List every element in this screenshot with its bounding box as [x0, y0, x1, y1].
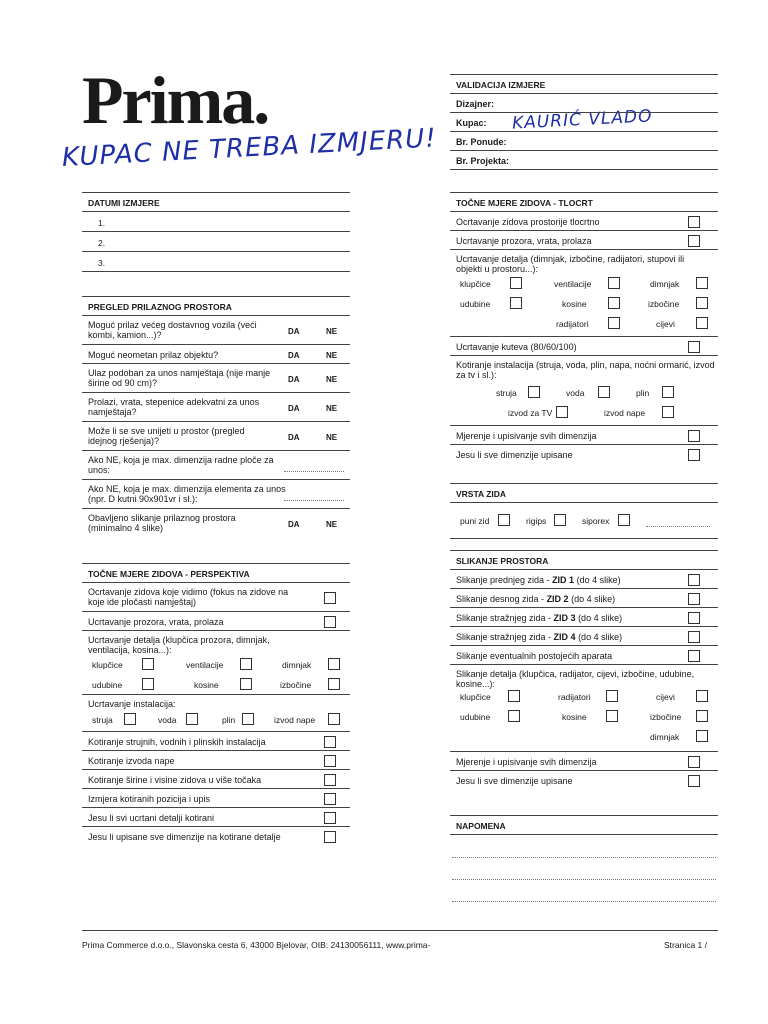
option-label: udubine	[92, 680, 123, 690]
checkbox[interactable]	[324, 774, 336, 786]
check-label	[456, 575, 621, 585]
option-label: plin	[222, 715, 236, 725]
option-label: rigips	[526, 516, 547, 526]
check-label: Ucrtavanje instalacija:	[88, 699, 176, 709]
checkbox[interactable]	[186, 713, 198, 725]
datumi-section	[82, 192, 350, 272]
field-dizajner[interactable]	[450, 94, 718, 113]
checkbox[interactable]	[606, 710, 618, 722]
section-title: VRSTA ZIDA	[450, 483, 718, 503]
checkbox[interactable]	[688, 775, 700, 787]
handwritten-kupac: KAURIĆ VLADO	[511, 106, 653, 134]
option-label: radijatori	[558, 692, 591, 702]
check-label: Slikanje detalja (klupčica, radijator, cijevi, izbočine, udubine, kosine...):	[456, 669, 695, 689]
check-row	[450, 646, 718, 665]
check-label: Kotiranje instalacija (struja, voda, plin, napa, noćni ormarić, izvod za tv i sl.):	[456, 360, 715, 380]
checkbox[interactable]	[688, 235, 700, 247]
validacija-section	[450, 74, 718, 170]
footer-divider	[82, 930, 718, 931]
vrsta-zida-section	[450, 483, 718, 539]
check-row	[82, 827, 350, 846]
zid-prefix: Slikanje stražnjeg zida -	[456, 632, 554, 642]
checkbox[interactable]	[696, 297, 708, 309]
section-title: NAPOMENA	[450, 815, 718, 835]
checkbox[interactable]	[696, 710, 708, 722]
checkbox[interactable]	[662, 406, 674, 418]
pregled-row	[82, 422, 350, 451]
da-option[interactable]: DA	[288, 433, 300, 442]
checkbox[interactable]	[324, 812, 336, 824]
checkbox[interactable]	[696, 277, 708, 289]
da-option[interactable]: DA	[288, 404, 300, 413]
note-line[interactable]	[452, 901, 716, 902]
check-label: Ucrtavanje kuteva (80/60/100)	[456, 342, 577, 352]
checkbox[interactable]	[618, 514, 630, 526]
check-row	[450, 608, 718, 627]
check-label	[456, 613, 622, 623]
zid-suffix: (do 4 slike)	[574, 575, 621, 585]
checkbox[interactable]	[240, 658, 252, 670]
zid-suffix: (do 4 slike)	[575, 613, 623, 623]
check-row	[450, 426, 718, 445]
ne-option[interactable]: NE	[326, 404, 338, 413]
check-label: Jesu li sve dimenzije upisane	[456, 776, 573, 786]
check-row	[82, 612, 350, 631]
check-row	[450, 231, 718, 250]
tlocrt-section	[450, 192, 718, 464]
check-row	[82, 789, 350, 808]
da-option[interactable]: DA	[288, 327, 300, 336]
option-label: izbočine	[648, 299, 680, 309]
checkbox[interactable]	[688, 612, 700, 624]
check-label: Ucrtavanje detalja (dimnjak, izbočine, radijatori, stupovi ili objekti u prostoru...):	[456, 254, 685, 274]
pregled-row	[82, 345, 350, 364]
check-label: Kotiranje širine i visine zidova u više točaka	[88, 775, 262, 785]
option-label: udubine	[460, 712, 491, 722]
option-label: plin	[636, 388, 650, 398]
date-number: 3.	[98, 258, 106, 268]
question-text: Moguć neometan prilaz objektu?	[88, 350, 219, 360]
option-label: struja	[496, 388, 517, 398]
checkbox[interactable]	[688, 631, 700, 643]
option-label: udubine	[460, 299, 491, 309]
answer-line[interactable]	[284, 471, 344, 472]
checkbox[interactable]	[324, 736, 336, 748]
check-label	[456, 632, 622, 642]
option-label: kosine	[562, 712, 587, 722]
checkbox[interactable]	[608, 317, 620, 329]
da-option[interactable]: DA	[288, 375, 300, 384]
checkbox[interactable]	[508, 710, 520, 722]
check-label: Ucrtavanje detalja (klupčica prozora, dimnjak, ventilacija, kosina...):	[88, 635, 270, 655]
page-number: Stranica 1 /	[664, 940, 707, 950]
checkbox[interactable]	[696, 690, 708, 702]
checkbox[interactable]	[688, 216, 700, 228]
check-label: Ocrtavanje zidova koje vidimo (fokus na zidove na koje ide pločasti namještaj)	[88, 587, 289, 607]
checkbox[interactable]	[510, 277, 522, 289]
field-label: Br. Ponude:	[456, 137, 507, 147]
ne-option[interactable]: NE	[326, 520, 338, 529]
section-title: SLIKANJE PROSTORA	[450, 550, 718, 570]
section-title: PREGLED PRILAZNOG PROSTORA	[82, 296, 350, 316]
check-row	[450, 445, 718, 464]
check-row	[450, 337, 718, 356]
footer-company: Prima Commerce d.o.o., Slavonska cesta 6, 43000 Bjelovar, OIB: 24130056111, www.prima-	[82, 940, 431, 950]
check-row	[450, 771, 718, 790]
ne-option[interactable]: NE	[326, 351, 338, 360]
napomena-section	[450, 815, 718, 835]
option-label: izbočine	[280, 680, 312, 690]
check-row	[82, 583, 350, 612]
check-label: Ucrtavanje prozora, vrata, prolaza	[88, 617, 224, 627]
zid-label: ZID 3	[553, 613, 576, 623]
checkbox[interactable]	[688, 430, 700, 442]
zid-suffix: (do 4 slike)	[575, 632, 623, 642]
section-title: DATUMI IZMJERE	[82, 192, 350, 212]
field-label: Dizajner:	[456, 99, 495, 109]
checkbox[interactable]	[688, 574, 700, 586]
check-row	[450, 356, 718, 426]
checkbox[interactable]	[324, 616, 336, 628]
date-number: 2.	[98, 238, 106, 248]
field-br-projekta[interactable]	[450, 151, 718, 170]
question-text: Obavljeno slikanje prilaznog prostora (minimalno 4 slike)	[88, 513, 236, 533]
checkbox[interactable]	[508, 690, 520, 702]
section-title: TOČNE MJERE ZIDOVA - PERSPEKTIVA	[82, 563, 350, 583]
option-label: puni zid	[460, 516, 490, 526]
section-title: TOČNE MJERE ZIDOVA - TLOCRT	[450, 192, 718, 212]
option-label: ventilacije	[186, 660, 224, 670]
checkbox[interactable]	[124, 713, 136, 725]
checkbox[interactable]	[498, 514, 510, 526]
option-label: kosine	[194, 680, 219, 690]
ne-option[interactable]: NE	[326, 375, 338, 384]
checkbox[interactable]	[242, 713, 254, 725]
checkbox[interactable]	[554, 514, 566, 526]
zid-label: ZID 1	[552, 575, 575, 585]
check-row	[450, 212, 718, 231]
zid-prefix: Slikanje prednjeg zida -	[456, 575, 553, 585]
check-row	[450, 250, 718, 337]
option-label: cijevi	[656, 692, 675, 702]
check-label: Jesu li upisane sve dimenzije na kotirane detalje	[88, 832, 281, 842]
da-option[interactable]: DA	[288, 520, 300, 529]
pregled-row	[82, 393, 350, 422]
option-label: klupčice	[460, 692, 491, 702]
zid-label: ZID 4	[553, 632, 576, 642]
check-label: Jesu li svi ucrtani detalji kotirani	[88, 813, 215, 823]
option-label: kosine	[562, 299, 587, 309]
section-title: VALIDACIJA IZMJERE	[450, 74, 718, 94]
zid-suffix: (do 4 slike)	[568, 594, 616, 604]
checkbox[interactable]	[556, 406, 568, 418]
checkbox[interactable]	[142, 658, 154, 670]
checkbox[interactable]	[696, 730, 708, 742]
check-label: Slikanje eventualnih postojećih aparata	[456, 651, 613, 661]
option-label: struja	[92, 715, 113, 725]
check-row	[450, 665, 718, 752]
check-row	[82, 732, 350, 751]
da-option[interactable]: DA	[288, 351, 300, 360]
check-row	[450, 589, 718, 608]
option-label: voda	[566, 388, 585, 398]
option-label: voda	[158, 715, 177, 725]
checkbox[interactable]	[324, 592, 336, 604]
check-row	[82, 751, 350, 770]
field-label: Br. Projekta:	[456, 156, 510, 166]
check-label: Ocrtavanje zidova prostorije tlocrtno	[456, 217, 600, 227]
option-label: izvod nape	[604, 408, 646, 418]
check-label: Ucrtavanje prozora, vrata, prolaza	[456, 236, 592, 246]
option-label: klupčice	[92, 660, 123, 670]
checkbox[interactable]	[608, 277, 620, 289]
question-text: Može li se sve unijeti u prostor (pregled idejnog rješenja)?	[88, 426, 245, 446]
checkbox[interactable]	[696, 317, 708, 329]
note-line[interactable]	[452, 857, 716, 858]
check-row	[450, 752, 718, 771]
checkbox[interactable]	[324, 755, 336, 767]
checkbox[interactable]	[606, 690, 618, 702]
prima-logo: Prima.	[82, 62, 269, 138]
question-text: Ako NE, koja je max. dimenzija radne ploče za unos:	[88, 455, 274, 475]
question-text: Moguć prilaz većeg dostavnog vozila (veći kombi, kamion...)?	[88, 320, 257, 340]
pregled-row	[82, 316, 350, 345]
checkbox[interactable]	[328, 713, 340, 725]
handwritten-note: KUPAC NE TREBA IZMJERU!	[61, 123, 438, 173]
checkbox[interactable]	[510, 297, 522, 309]
wall-type-row	[450, 503, 718, 539]
checkbox[interactable]	[142, 678, 154, 690]
check-row	[450, 570, 718, 589]
checkbox[interactable]	[528, 386, 540, 398]
zid-label: ZID 2	[546, 594, 569, 604]
check-label: Jesu li sve dimenzije upisane	[456, 450, 573, 460]
date-number: 1.	[98, 218, 106, 228]
field-kupac[interactable]	[450, 113, 718, 132]
checkbox[interactable]	[598, 386, 610, 398]
checkbox[interactable]	[324, 831, 336, 843]
check-row	[450, 627, 718, 646]
checkbox[interactable]	[240, 678, 252, 690]
check-row	[82, 808, 350, 827]
zid-prefix: Slikanje desnog zida -	[456, 594, 547, 604]
field-br-ponude[interactable]	[450, 132, 718, 151]
check-label	[456, 594, 615, 604]
field-label: Kupac:	[456, 118, 487, 128]
checkbox[interactable]	[688, 593, 700, 605]
answer-line[interactable]	[646, 526, 710, 527]
checkbox[interactable]	[688, 650, 700, 662]
option-label: radijatori	[556, 319, 589, 329]
ne-option[interactable]: NE	[326, 327, 338, 336]
option-label: cijevi	[656, 319, 675, 329]
checkbox[interactable]	[688, 449, 700, 461]
option-label: dimnjak	[650, 732, 680, 742]
check-row	[82, 770, 350, 789]
option-label: ventilacije	[554, 279, 592, 289]
perspektiva-section	[82, 563, 350, 846]
pregled-section	[82, 296, 350, 538]
date-row-2[interactable]	[82, 232, 350, 252]
date-row-3[interactable]	[82, 252, 350, 272]
check-label: Mjerenje i upisivanje svih dimenzija	[456, 431, 597, 441]
question-text: Ako NE, koja je max. dimenzija elementa za unos (npr. D kutni 90x901vr i sl.):	[88, 484, 286, 504]
option-label: izvod za TV	[508, 408, 553, 418]
slikanje-section	[450, 550, 718, 790]
question-text: Ulaz podoban za unos namještaja (nije manje širine od 90 cm)?	[88, 368, 271, 388]
check-label: Izmjera kotiranih pozicija i upis	[88, 794, 211, 804]
checkbox[interactable]	[324, 793, 336, 805]
option-label: siporex	[582, 516, 610, 526]
pregled-row	[82, 451, 350, 480]
pregled-row	[82, 364, 350, 393]
check-label: Kotiranje strujnih, vodnih i plinskih instalacija	[88, 737, 266, 747]
option-label: izbočine	[650, 712, 682, 722]
check-label: Mjerenje i upisivanje svih dimenzija	[456, 757, 597, 767]
answer-line[interactable]	[284, 500, 344, 501]
checkbox[interactable]	[328, 658, 340, 670]
option-label: dimnjak	[282, 660, 312, 670]
check-row	[82, 695, 350, 732]
pregled-row	[82, 480, 350, 509]
checkbox[interactable]	[608, 297, 620, 309]
ne-option[interactable]: NE	[326, 433, 338, 442]
zid-prefix: Slikanje stražnjeg zida -	[456, 613, 554, 623]
question-text: Prolazi, vrata, stepenice adekvatni za unos namještaja?	[88, 397, 260, 417]
option-label: klupčice	[460, 279, 491, 289]
option-label: izvod nape	[274, 715, 316, 725]
check-row	[82, 631, 350, 695]
checkbox[interactable]	[662, 386, 674, 398]
check-label: Kotiranje izvoda nape	[88, 756, 175, 766]
date-row-1[interactable]	[82, 212, 350, 232]
pregled-row	[82, 509, 350, 538]
checkbox[interactable]	[688, 341, 700, 353]
option-label: dimnjak	[650, 279, 680, 289]
checkbox[interactable]	[688, 756, 700, 768]
note-line[interactable]	[452, 879, 716, 880]
checkbox[interactable]	[328, 678, 340, 690]
